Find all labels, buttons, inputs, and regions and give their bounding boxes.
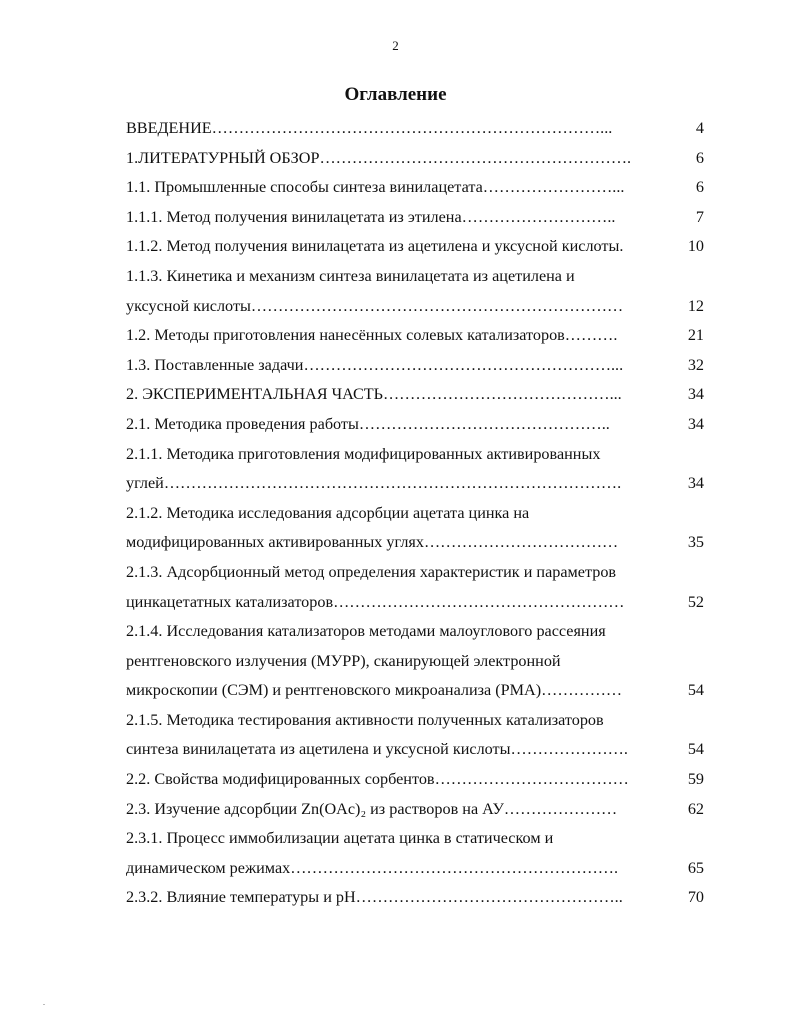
toc-page-number: 54 bbox=[687, 740, 704, 759]
toc-page-number: 34 bbox=[687, 385, 704, 404]
toc-entry-text: углей…………………………………………………………………………. bbox=[126, 474, 622, 493]
toc-page-number: 6 bbox=[695, 148, 704, 167]
toc-entry-text: 2.3.1. Процесс иммобилизации ацетата цинка в статическом и bbox=[126, 829, 554, 848]
toc-page-number: 10 bbox=[687, 237, 704, 256]
toc-entry-line bbox=[126, 351, 704, 381]
toc-entry bbox=[126, 380, 704, 410]
toc-entry-text: 2.1. Методика проведения работы……………………………………….. bbox=[126, 414, 610, 433]
toc-page-number: 6 bbox=[695, 178, 704, 197]
toc-entry-line bbox=[126, 144, 704, 174]
toc-entry-text: 1.1.3. Кинетика и механизм синтеза винилацетата из ацетилена и bbox=[126, 266, 575, 285]
toc-entry-line bbox=[126, 588, 704, 618]
toc-entry bbox=[126, 558, 704, 617]
toc-entry-line bbox=[126, 883, 704, 913]
toc-entry-text: 2.1.5. Методика тестирования активности полученных катализаторов bbox=[126, 710, 604, 729]
toc-entry bbox=[126, 321, 704, 351]
toc-entry-text: динамическом режимах……………………………………………………. bbox=[126, 858, 619, 877]
toc-page-number: 65 bbox=[687, 858, 704, 877]
toc-entry-line bbox=[126, 824, 704, 854]
page-number: 2 bbox=[392, 38, 399, 53]
toc-entry-text: синтеза винилацетата из ацетилена и уксусной кислоты…………………. bbox=[126, 740, 628, 759]
toc-entry bbox=[126, 173, 704, 203]
toc-entry bbox=[126, 824, 704, 883]
toc-entry bbox=[126, 232, 704, 262]
toc-page-number: 4 bbox=[695, 119, 704, 137]
toc-page-number: 70 bbox=[687, 888, 704, 907]
toc-entry bbox=[126, 617, 704, 706]
toc-page-number: 12 bbox=[687, 296, 704, 315]
toc-title: Оглавление bbox=[344, 84, 447, 105]
toc-entry-text: рентгеновского излучения (МУРР), сканирующей электронной bbox=[126, 651, 561, 670]
toc-entry bbox=[126, 499, 704, 558]
toc-entry-text: 1.ЛИТЕРАТУРНЫЙ ОБЗОР…………………………………………………. bbox=[126, 148, 632, 167]
toc-entry-text: 1.1.2. Метод получения винилацетата из ацетилена и уксусной кислоты. bbox=[126, 237, 624, 256]
toc-entry-line bbox=[126, 528, 704, 558]
toc-entry-line bbox=[126, 232, 704, 262]
toc-entry bbox=[126, 765, 704, 795]
toc-entry-text: 2.1.4. Исследования катализаторов методами малоуглового рассеяния bbox=[126, 622, 606, 641]
toc-entry bbox=[126, 706, 704, 765]
table-of-contents bbox=[126, 114, 704, 913]
toc-entry-text: 1.1. Промышленные способы синтеза винилацетата……………………... bbox=[126, 178, 625, 197]
toc-entry bbox=[126, 203, 704, 233]
toc-entry-line bbox=[126, 321, 704, 351]
toc-entry-line bbox=[126, 795, 704, 825]
toc-entry-text: микроскопии (СЭМ) и рентгеновского микроанализа (РМА)…………… bbox=[126, 681, 623, 700]
toc-entry-text: 1.3. Поставленные задачи…………………………………………………... bbox=[126, 355, 624, 374]
toc-entry-line bbox=[126, 440, 704, 470]
toc-entry-line bbox=[126, 410, 704, 440]
scan-speck bbox=[43, 1004, 45, 1005]
toc-entry-text: цинкацетатных катализаторов……………………………………………… bbox=[126, 592, 625, 611]
toc-entry-text: уксусной кислоты…………………………………………………………… bbox=[126, 296, 624, 315]
toc-page-number: 34 bbox=[687, 414, 704, 433]
toc-page-number: 32 bbox=[687, 355, 704, 374]
toc-entry-text: ВВЕДЕНИЕ………………………………………………………………... bbox=[126, 119, 613, 137]
toc-entry-text: 2.2. Свойства модифицированных сорбентов……………………………… bbox=[126, 770, 629, 789]
toc-entry-line bbox=[126, 647, 704, 677]
toc-entry-line bbox=[126, 380, 704, 410]
toc-page-number: 52 bbox=[687, 592, 704, 611]
toc-entry-line bbox=[126, 558, 704, 588]
toc-page-number: 59 bbox=[687, 770, 704, 789]
toc-entry bbox=[126, 144, 704, 174]
toc-entry-line bbox=[126, 735, 704, 765]
toc-entry-text: 1.1.1. Метод получения винилацетата из этилена……………………….. bbox=[126, 207, 616, 226]
toc-page-number: 34 bbox=[687, 474, 704, 493]
toc-page-number: 35 bbox=[687, 533, 704, 552]
toc-page-number: 21 bbox=[687, 326, 704, 345]
toc-entry-line bbox=[126, 676, 704, 706]
toc-entry-text: 2.1.3. Адсорбционный метод определения характеристик и параметров bbox=[126, 562, 617, 581]
toc-entry-text: 2.1.2. Методика исследования адсорбции ацетата цинка на bbox=[126, 503, 530, 522]
toc-entry-line bbox=[126, 173, 704, 203]
toc-entry-line bbox=[126, 114, 704, 144]
toc-entry-line bbox=[126, 203, 704, 233]
toc-page-number: 7 bbox=[695, 207, 704, 226]
toc-entry-text: 2. ЭКСПЕРИМЕНТАЛЬНАЯ ЧАСТЬ……………………………………... bbox=[126, 385, 622, 404]
toc-entry bbox=[126, 114, 704, 144]
toc-entry-text: 2.3. Изучение адсорбции Zn(OAc)₂ из растворов на АУ………………… bbox=[126, 799, 618, 818]
toc-entry-line bbox=[126, 499, 704, 529]
toc-entry-line bbox=[126, 765, 704, 795]
toc-entry-line bbox=[126, 706, 704, 736]
toc-entry bbox=[126, 262, 704, 321]
toc-entry-line bbox=[126, 854, 704, 884]
toc-entry-text: 1.2. Методы приготовления нанесённых солевых катализаторов………. bbox=[126, 326, 618, 345]
toc-entry bbox=[126, 883, 704, 913]
toc-entry-text: модифицированных активированных углях……………………………… bbox=[126, 533, 619, 552]
toc-entry-text: 2.1.1. Методика приготовления модифицированных активированных bbox=[126, 444, 601, 463]
toc-entry bbox=[126, 351, 704, 381]
toc-entry bbox=[126, 440, 704, 499]
toc-page-number: 54 bbox=[687, 681, 704, 700]
toc-entry-line bbox=[126, 262, 704, 292]
toc-entry bbox=[126, 795, 704, 825]
toc-entry-line bbox=[126, 469, 704, 499]
toc-entry-line bbox=[126, 292, 704, 322]
toc-entry-text: 2.3.2. Влияние температуры и pH………………………………………….. bbox=[126, 888, 623, 907]
toc-entry bbox=[126, 410, 704, 440]
toc-entry-line bbox=[126, 617, 704, 647]
toc-page-number: 62 bbox=[687, 799, 704, 818]
